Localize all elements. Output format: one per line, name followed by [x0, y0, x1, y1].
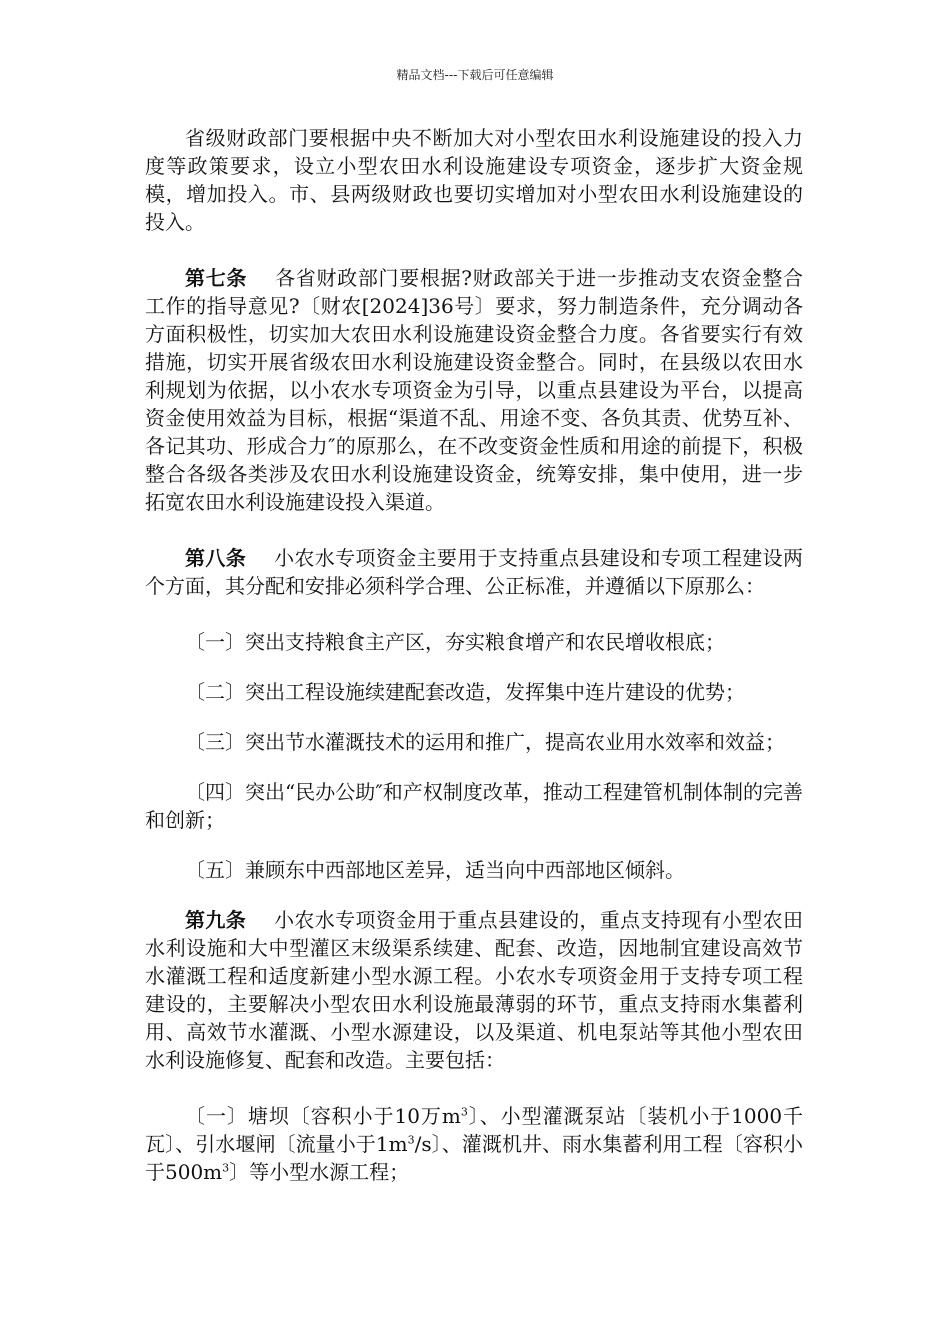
item-text-d: 〕等小型水源工程； — [229, 1160, 410, 1184]
paragraph-intro: 省级财政部门要根据中央不断加大对小型农田水利设施建设的投入力度等政策要求，设立小型农田水利设施建设专项资金，逐步扩大资金规模，增加投入。市、县两级财政也要切实增加对小型农田水利设施建设的投入。 — [145, 126, 803, 234]
superscript-3: 3 — [222, 1161, 230, 1175]
list-item-5: 〔五〕兼顾东中西部地区差异，适当向中西部地区倾斜。 — [185, 858, 685, 882]
article-7 — [145, 264, 803, 516]
article-9 — [145, 906, 803, 1074]
article-7-number: 第七条 — [185, 266, 248, 290]
article-8-text: 小农水专项资金主要用于支持重点县建设和专项工程建设两个方面，其分配和安排必须科学合理、公正标准，并遵循以下原那么： — [145, 546, 804, 598]
article-9-text: 小农水专项资金用于重点县建设的，重点支持现有小型农田水利设施和大中型灌区末级渠系续建、配套、改造，因地制宜建设高效节水灌溉工程和适度新建小型水源工程。小农水专项资金用于支持专项工程建设的，主要解决小型农田水利设施最薄弱的环节，重点支持雨水集蓄利用、高效节水灌溉、小型水源建设，以及渠道、机电泵站等其他小型农田水利设施修复、配套和改造。主要包括： — [145, 908, 804, 1072]
page-header: 精品文档---下载后可任意编辑 — [396, 68, 554, 82]
list-item-4: 〔四〕突出“民办公助″和产权制度改革，推动工程建管机制体制的完善和创新； — [145, 780, 803, 832]
article-8-number: 第八条 — [185, 546, 247, 570]
item-text-b: 〕、小型灌溉泵站〔装机小于1000千瓦〕、引水堰闸〔流量小于1m — [145, 1104, 803, 1156]
list-item-water-source — [145, 1102, 803, 1186]
superscript-3: 3 — [407, 1133, 415, 1147]
article-7-text: 各省财政部门要根据?财政部关于进一步推动支农资金整合工作的指导意见?〔财农[2024]36号〕要求，努力制造条件，充分调动各方面积极性，切实加大农田水利设施建设资金整合力度。各省要实行有效措施，切实开展省级农田水利设施建设资金整合。同时，在县级以农田水利规划为依据，以小农水专项资金为引导，以重点县建设为平台，以提高资金使用效益为目标，根据“渠道不乱、用途不变、各负其责、优势互补、各记其功、形成合力″的原那么，在不改变资金性质和用途的前提下，积极整合各级各类涉及农田水利设施建设资金，统筹安排，集中使用，进一步拓宽农田水利设施建设投入渠道。 — [145, 266, 804, 514]
list-item-3: 〔三〕突出节水灌溉技术的运用和推广，提高农业用水效率和效益； — [185, 730, 785, 754]
superscript-3: 3 — [460, 1105, 468, 1119]
article-9-number: 第九条 — [185, 908, 247, 932]
item-text-a: 〔一〕塘坝〔容积小于10万m — [185, 1104, 461, 1128]
document-body — [145, 124, 803, 1214]
list-item-1: 〔一〕突出支持粮食主产区，夯实粮食增产和农民增收根底； — [185, 630, 725, 654]
article-8 — [145, 544, 803, 600]
list-item-2: 〔二〕突出工程设施续建配套改造，发挥集中连片建设的优势； — [185, 680, 745, 704]
item-text-c: /s〕、灌溉机井、雨水集蓄利用工程〔容积小于500m — [145, 1132, 803, 1184]
